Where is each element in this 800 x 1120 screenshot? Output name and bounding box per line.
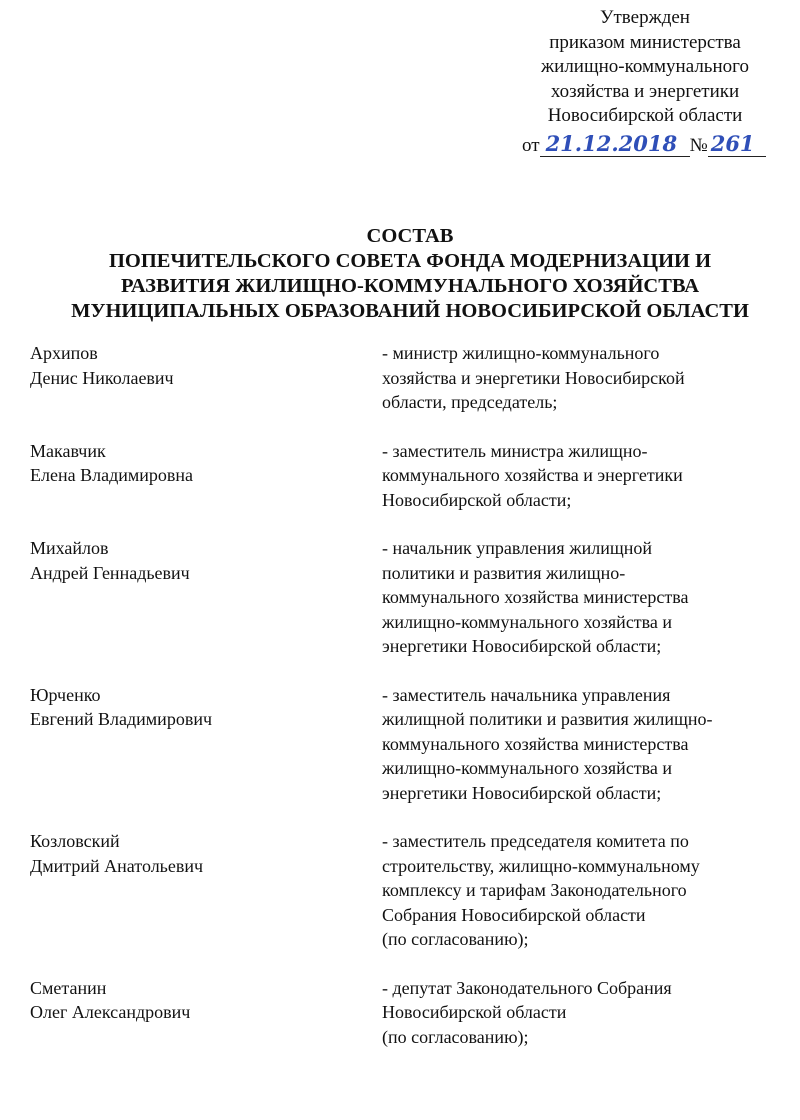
approval-line: жилищно-коммунального — [541, 56, 749, 77]
position-line: (по согласованию); — [382, 1026, 529, 1047]
members-list — [0, 341, 800, 1073]
position-line: строительству, жилищно-коммунальному — [382, 855, 700, 876]
member-position — [382, 829, 792, 952]
member-surname: Михайлов — [30, 538, 109, 558]
member-entry — [0, 536, 800, 659]
position-line: коммунального хозяйства министерства — [382, 733, 689, 754]
member-surname: Архипов — [30, 343, 98, 363]
member-surname: Сметанин — [30, 977, 107, 998]
title-line: МУНИЦИПАЛЬНЫХ ОБРАЗОВАНИЙ НОВОСИБИРСКОЙ ОБЛАСТИ — [71, 300, 749, 322]
member-name — [30, 439, 330, 488]
position-line: коммунального хозяйства и энергетики — [382, 465, 683, 485]
date-prefix: от — [522, 134, 540, 156]
position-line: - заместитель начальника управления — [382, 684, 671, 705]
member-entry — [0, 439, 800, 513]
member-given: Олег Александрович — [30, 1002, 191, 1022]
title-line: СОСТАВ — [366, 225, 454, 247]
position-line: Собрания Новосибирской области — [382, 904, 646, 925]
order-reference — [500, 131, 790, 160]
approval-line: Новосибирской области — [547, 105, 743, 126]
member-entry — [0, 683, 800, 806]
approval-line: хозяйства и энергетики — [550, 80, 740, 102]
handwritten-number: 261 — [710, 130, 755, 156]
member-entry — [0, 829, 800, 952]
member-position — [382, 536, 792, 659]
approval-block — [500, 6, 790, 160]
position-line: жилищно-коммунального хозяйства и — [382, 611, 673, 632]
member-name — [30, 536, 330, 585]
member-given: Дмитрий Анатольевич — [30, 855, 204, 876]
member-position — [382, 976, 792, 1050]
position-line: - начальник управления жилищной — [382, 538, 653, 558]
member-given: Денис Николаевич — [30, 367, 174, 388]
number-sign: № — [689, 134, 708, 156]
member-surname: Макавчик — [30, 440, 106, 461]
position-line: - заместитель министра жилищно- — [382, 440, 648, 461]
member-name — [30, 683, 330, 732]
position-line: комплексу и тарифам Законодательного — [382, 880, 687, 900]
position-line: жилищно-коммунального хозяйства и — [382, 758, 673, 778]
member-position — [382, 341, 792, 415]
number-field — [708, 131, 766, 157]
position-line: коммунального хозяйства министерства — [382, 587, 689, 607]
title-line: РАЗВИТИЯ ЖИЛИЩНО-КОММУНАЛЬНОГО ХОЗЯЙСТВА — [120, 275, 700, 297]
document-title — [30, 224, 790, 324]
member-surname: Козловский — [30, 831, 120, 851]
approval-line: приказом министерства — [549, 31, 741, 53]
position-line: энергетики Новосибирской области; — [382, 636, 662, 656]
position-line: области, председатель; — [382, 392, 558, 412]
position-line: энергетики Новосибирской области; — [382, 782, 662, 803]
position-line: жилищной политики и развития жилищно- — [382, 709, 713, 729]
position-line: политики и развития жилищно- — [382, 562, 626, 583]
approval-heading: Утвержден — [600, 7, 690, 28]
date-field — [540, 131, 690, 157]
member-position — [382, 683, 792, 806]
position-line: - депутат Законодательного Собрания — [382, 977, 672, 998]
member-name — [30, 341, 330, 390]
position-line: хозяйства и энергетики Новосибирской — [382, 367, 685, 388]
position-line: Новосибирской области; — [382, 489, 572, 510]
position-line: (по согласованию); — [382, 929, 529, 949]
member-entry — [0, 341, 800, 415]
member-name — [30, 829, 330, 878]
member-name — [30, 976, 330, 1025]
member-position — [382, 439, 792, 513]
position-line: - заместитель председателя комитета по — [382, 831, 689, 851]
member-entry — [0, 976, 800, 1050]
member-surname: Юрченко — [30, 684, 101, 705]
member-given: Евгений Владимирович — [30, 709, 213, 729]
member-given: Андрей Геннадьевич — [30, 562, 190, 583]
title-line: ПОПЕЧИТЕЛЬСКОГО СОВЕТА ФОНДА МОДЕРНИЗАЦИИ И — [108, 250, 712, 272]
member-given: Елена Владимировна — [30, 465, 194, 485]
position-line: - министр жилищно-коммунального — [382, 343, 660, 363]
handwritten-date: 21.12.2018 — [545, 130, 678, 156]
position-line: Новосибирской области — [382, 1002, 567, 1022]
